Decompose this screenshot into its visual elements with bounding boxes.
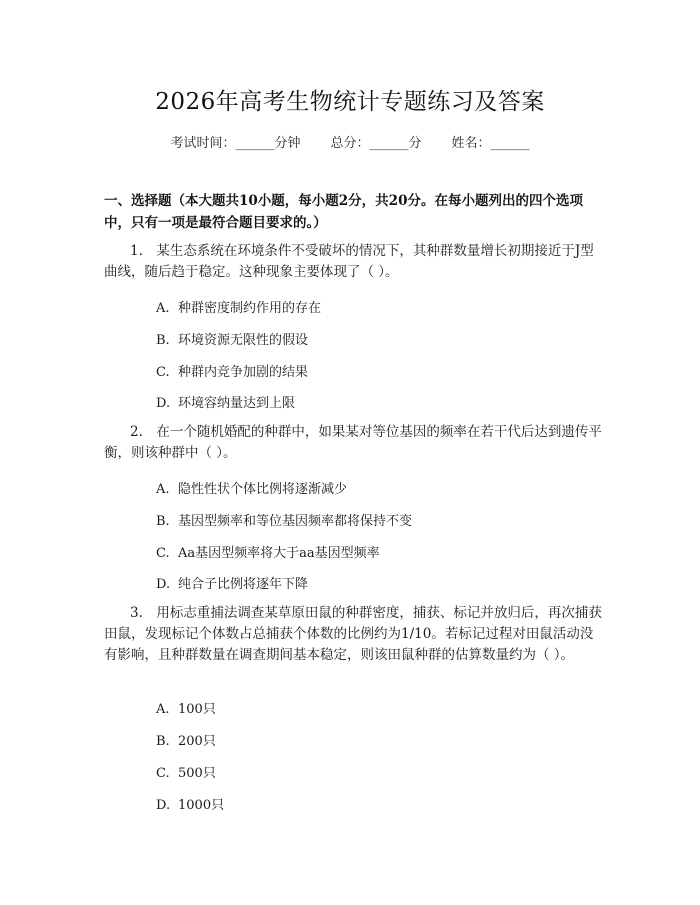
total-score-field: 总分：______分 bbox=[330, 136, 422, 151]
option-text: 100只 bbox=[178, 702, 216, 717]
option-text: 环境容纳量达到上限 bbox=[178, 396, 296, 411]
page-title: 2026年高考生物统计专题练习及答案 bbox=[155, 89, 545, 115]
option-text: 种群密度制约作用的存在 bbox=[178, 301, 322, 316]
question-2-option-c bbox=[156, 542, 380, 561]
option-letter: C. bbox=[156, 766, 170, 781]
option-text: 种群内竞争加剧的结果 bbox=[178, 365, 309, 380]
question-3-option-c bbox=[156, 762, 216, 781]
option-letter: B. bbox=[156, 514, 170, 529]
question-3-option-d bbox=[156, 794, 224, 813]
question-2-option-a bbox=[156, 478, 347, 497]
exam-time-field: 考试时间：______分钟 bbox=[170, 136, 301, 151]
question-2-option-b bbox=[156, 510, 412, 529]
option-text: 基因型频率和等位基因频率都将保持不变 bbox=[178, 514, 413, 529]
question-2-option-d bbox=[156, 573, 308, 592]
option-letter: A. bbox=[156, 702, 170, 717]
option-letter: D. bbox=[156, 798, 171, 813]
option-letter: B. bbox=[156, 333, 170, 348]
question-1-option-d bbox=[156, 392, 295, 411]
option-letter: A. bbox=[156, 301, 170, 316]
question-1-option-a bbox=[156, 297, 321, 316]
option-letter: B. bbox=[156, 734, 170, 749]
option-letter: A. bbox=[156, 482, 170, 497]
option-text: 隐性性状个体比例将逐渐减少 bbox=[178, 482, 348, 497]
option-text: 1000只 bbox=[178, 798, 225, 813]
option-text: 200只 bbox=[178, 734, 216, 749]
question-1-stem: 1. 某生态系统在环境条件不受破坏的情况下，其种群数量增长初期接近于J型曲线，随后趋于稳定。这种现象主要体现了（ ）。 bbox=[104, 243, 594, 280]
section-heading: 一、选择题（本大题共10小题，每小题2分，共20分。在每小题列出的四个选项中，只有一项是最符合题目要求的。） bbox=[104, 193, 583, 231]
question-3-option-a bbox=[156, 698, 216, 717]
exam-meta bbox=[0, 132, 700, 151]
question-3-option-b bbox=[156, 730, 216, 749]
option-text: 500只 bbox=[178, 766, 216, 781]
question-1-option-c bbox=[156, 361, 308, 380]
option-text: Aa基因型频率将大于aa基因型频率 bbox=[178, 546, 380, 561]
option-letter: D. bbox=[156, 396, 171, 411]
student-name-field: 姓名：______ bbox=[451, 136, 530, 151]
option-letter: C. bbox=[156, 546, 170, 561]
option-text: 环境资源无限性的假设 bbox=[178, 333, 309, 348]
option-letter: D. bbox=[156, 577, 171, 592]
question-3-stem: 3. 用标志重捕法调查某草原田鼠的种群密度，捕获、标记并放归后，再次捕获田鼠，发现标记个体数占总捕获个体数的比例约为1/10。若标记过程对田鼠活动没有影响，且种群数量在调查期间基本稳定，则该田鼠种群的估算数量约为（ ）。 bbox=[104, 605, 602, 663]
question-2-stem: 2. 在一个随机婚配的种群中，如果某对等位基因的频率在若干代后达到遗传平衡，则该种群中（ ）。 bbox=[104, 424, 602, 461]
option-letter: C. bbox=[156, 365, 170, 380]
question-1-option-b bbox=[156, 329, 308, 348]
option-text: 纯合子比例将逐年下降 bbox=[178, 577, 309, 592]
